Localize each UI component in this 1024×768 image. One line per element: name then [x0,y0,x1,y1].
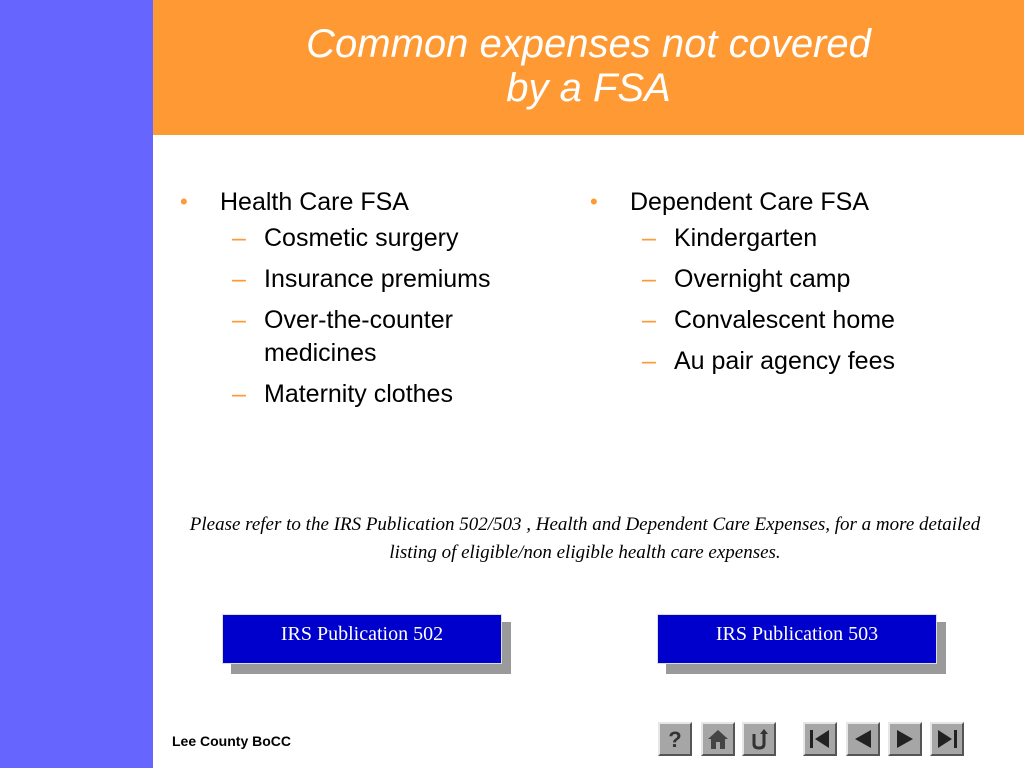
list-item [590,263,990,296]
slide-title [153,22,1024,110]
last-slide-icon [934,726,960,752]
list-item [180,378,570,411]
return-button[interactable] [742,722,776,756]
health-care-list [180,222,570,411]
footer-text: Lee County BoCC [172,733,291,749]
list-item [590,345,990,378]
first-slide-button[interactable] [803,722,837,756]
list-item-text: Over-the-counter medicines [264,306,453,367]
list-item [180,222,570,255]
help-button[interactable] [658,722,692,756]
dependent-care-list [590,222,990,378]
last-slide-button[interactable] [930,722,964,756]
first-slide-icon [807,726,833,752]
list-item [180,263,570,296]
irs-publication-503-button[interactable]: IRS Publication 503 [657,614,937,664]
list-item [180,304,514,370]
svg-text:?: ? [668,727,682,752]
health-care-heading: Health Care FSA [220,188,409,216]
irs-note: Please refer to the IRS Publication 502/503 , Health and Dependent Care Expenses, for a more detailed listing of eligible/non eligible health care expenses. [189,514,981,563]
dash-icon: – [642,306,656,334]
list-item-text: Convalescent home [674,306,895,334]
dash-icon: – [642,224,656,252]
health-care-column [180,186,570,419]
next-slide-icon [892,726,918,752]
dash-icon: – [232,380,246,408]
irs-503-button-wrap [657,614,937,666]
list-item [590,304,990,337]
dash-icon: – [232,306,246,334]
list-item [590,222,990,255]
list-item-text: Maternity clothes [264,380,453,408]
health-care-heading-row [180,186,570,218]
title-line-2: by a FSA [506,66,671,110]
dependent-care-heading-row [590,186,990,218]
home-button[interactable] [701,722,735,756]
irs-502-button-wrap [222,614,502,666]
return-icon [746,726,772,752]
bullet-icon: • [180,189,188,214]
previous-slide-button[interactable] [846,722,880,756]
dependent-care-column [590,186,990,386]
title-line-1: Common expenses not covered [306,22,871,66]
list-item-text: Au pair agency fees [674,347,895,375]
list-item-text: Cosmetic surgery [264,224,459,252]
dash-icon: – [232,265,246,293]
previous-slide-icon [850,726,876,752]
irs-publication-502-button[interactable]: IRS Publication 502 [222,614,502,664]
help-icon [662,726,688,752]
list-item-text: Kindergarten [674,224,818,252]
dash-icon: – [232,224,246,252]
dash-icon: – [642,347,656,375]
dependent-care-heading: Dependent Care FSA [630,188,870,216]
bullet-icon: • [590,189,598,214]
list-item-text: Overnight camp [674,265,851,293]
next-slide-button[interactable] [888,722,922,756]
list-item-text: Insurance premiums [264,265,491,293]
home-icon [705,726,731,752]
dash-icon: – [642,265,656,293]
left-sidebar [0,0,153,768]
